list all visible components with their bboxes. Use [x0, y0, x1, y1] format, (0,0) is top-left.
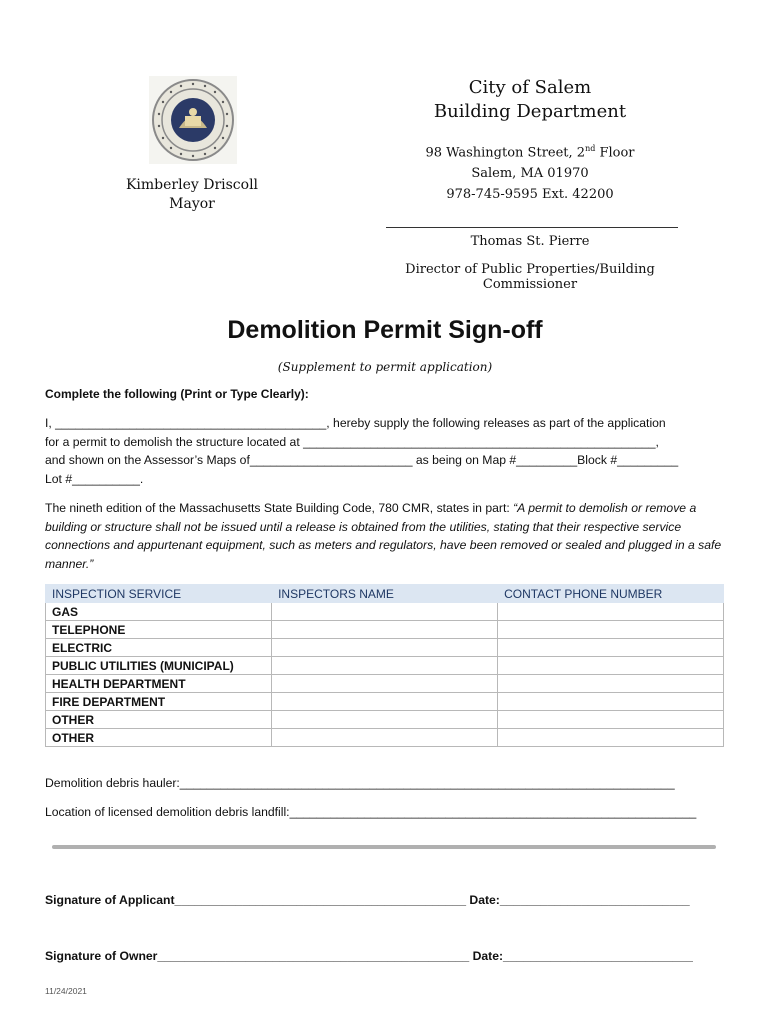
table-row	[46, 711, 724, 729]
mayor-name: Kimberley Driscoll	[125, 177, 259, 193]
service-cell: PUBLIC UTILITIES (MUNICIPAL)	[46, 657, 272, 675]
instruction-label: Complete the following (Print or Type Clearly):	[45, 387, 309, 401]
contact-phone-cell[interactable]	[498, 603, 724, 621]
service-cell: ELECTRIC	[46, 639, 272, 657]
service-cell: GAS	[46, 603, 272, 621]
landfill-location-field[interactable]: Location of licensed demolition debris landfill:____________________________________________________________	[45, 805, 697, 819]
debris-hauler-field[interactable]: Demolition debris hauler:_________________________________________________________________________	[45, 776, 675, 790]
code-text: The nineth edition of the Massachusetts State Building Code, 780 CMR, states in part:	[45, 501, 514, 515]
table-row	[46, 621, 724, 639]
mayor-block	[112, 176, 272, 214]
assessor-map-line[interactable]: and shown on the Assessor’s Maps of________________________ as being on Map #_________Block #_________	[45, 453, 679, 467]
address-line-2: Salem, MA 01970	[471, 166, 589, 182]
owner-signature-field[interactable]: Signature of Owner______________________________________________ Date:____________________________	[45, 949, 693, 963]
contact-phone-cell[interactable]	[498, 621, 724, 639]
inspector-name-cell[interactable]	[272, 639, 498, 657]
table-row	[46, 693, 724, 711]
contact-phone-cell[interactable]	[498, 675, 724, 693]
header-inspection-service: INSPECTION SERVICE	[46, 585, 272, 603]
header-inspectors-name: INSPECTORS NAME	[272, 585, 498, 603]
table-row	[46, 603, 724, 621]
service-cell: FIRE DEPARTMENT	[46, 693, 272, 711]
table-row	[46, 639, 724, 657]
city-seal-icon	[149, 76, 237, 164]
contact-phone-cell[interactable]	[498, 657, 724, 675]
contact-phone-cell[interactable]	[498, 693, 724, 711]
department-header	[360, 76, 700, 205]
applicant-signature-field[interactable]: Signature of Applicant___________________________________________ Date:____________________________	[45, 893, 690, 907]
inspector-name-cell[interactable]	[272, 711, 498, 729]
inspector-name-cell[interactable]	[272, 603, 498, 621]
director-name: Thomas St. Pierre	[470, 234, 590, 249]
header-contact-phone: CONTACT PHONE NUMBER	[498, 585, 724, 603]
intro-paragraph	[45, 414, 678, 488]
service-cell: OTHER	[46, 711, 272, 729]
table-row	[46, 657, 724, 675]
inspection-table	[45, 584, 724, 747]
inspector-name-cell[interactable]	[272, 675, 498, 693]
department-phone: 978-745-9595 Ext. 42200	[446, 187, 614, 203]
inspector-name-cell[interactable]	[272, 729, 498, 747]
contact-phone-cell[interactable]	[498, 729, 724, 747]
contact-phone-cell[interactable]	[498, 639, 724, 657]
inspector-name-cell[interactable]	[272, 657, 498, 675]
applicant-name-line[interactable]: I, ________________________________________, hereby supply the following releases as part of the application	[45, 416, 666, 430]
form-title: Demolition Permit Sign-off	[227, 316, 543, 344]
city-name: City of Salem	[468, 77, 592, 98]
structure-location-line[interactable]: for a permit to demolish the structure located at ____________________________________________________,	[45, 434, 659, 449]
mayor-title: Mayor	[169, 196, 215, 212]
inspector-name-cell[interactable]	[272, 693, 498, 711]
code-quote: “A permit to demolish or remove a building or structure shall not be issued until a release is obtained from the utilities, stating that their respective service connections and appurtenant equipment, such as meters and regulators, have been removed or sealed and plugged in a safe manner.”	[45, 501, 722, 571]
section-divider	[52, 845, 716, 849]
inspector-name-cell[interactable]	[272, 621, 498, 639]
building-code-paragraph	[45, 499, 735, 573]
table-row	[46, 729, 724, 747]
address-line-1: 98 Washington Street, 2nd Floor	[425, 144, 635, 161]
director-title: Director of Public Properties/Building Commissioner	[405, 262, 655, 292]
form-subtitle: (Supplement to permit application)	[277, 360, 493, 374]
revision-date: 11/24/2021	[45, 986, 87, 996]
contact-phone-cell[interactable]	[498, 711, 724, 729]
service-cell: HEALTH DEPARTMENT	[46, 675, 272, 693]
department-address	[360, 138, 700, 205]
service-cell: OTHER	[46, 729, 272, 747]
service-cell: TELEPHONE	[46, 621, 272, 639]
lot-line[interactable]: Lot #__________.	[45, 471, 144, 486]
department-name: Building Department	[433, 101, 627, 122]
header-divider	[386, 227, 678, 228]
table-header-row	[46, 585, 724, 603]
table-row	[46, 675, 724, 693]
